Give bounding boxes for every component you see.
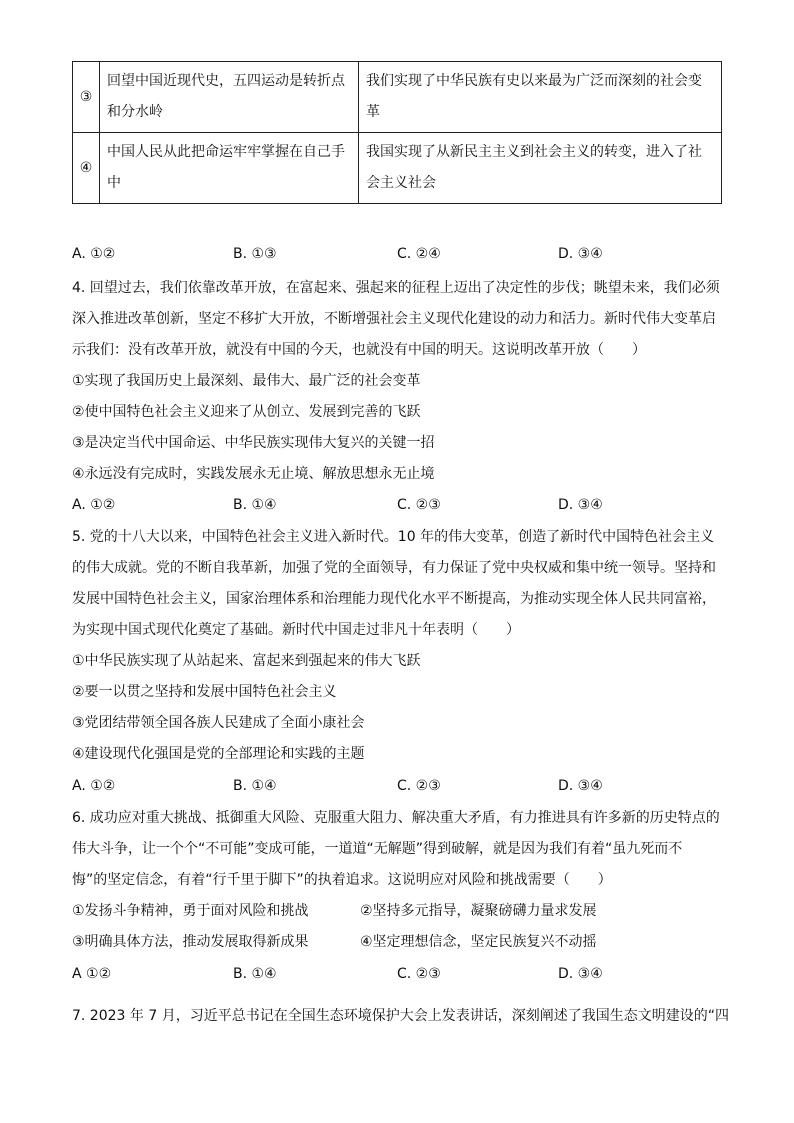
q6-option-row — [72, 932, 732, 952]
q4-option: ②使中国特色社会主义迎来了从创立、发展到完善的飞跃 — [72, 404, 421, 420]
choice-c[interactable]: C. ②④ — [397, 246, 441, 262]
choice-d[interactable]: D. ③④ — [558, 497, 603, 513]
choice-a[interactable]: A. ①② — [72, 497, 116, 513]
q3-choices — [72, 244, 732, 264]
q5-option: ①中华民族实现了从站起来、富起来到强起来的伟大飞跃 — [72, 653, 421, 669]
q6-option-row — [72, 901, 732, 921]
q6-option: ②坚持多元指导，凝聚磅礴力量求发展 — [360, 903, 597, 919]
choice-c[interactable]: C. ②③ — [397, 497, 441, 513]
choice-b[interactable]: B. ①④ — [233, 497, 277, 513]
q5-stem-line: 发展中国特色社会主义，国家治理体系和治理能力现代化水平不断提高，为推动实现全体人民共同富裕， — [72, 591, 716, 607]
q5-option: ④建设现代化强国是党的全部理论和实践的主题 — [72, 746, 365, 762]
q4-stem-line: 深入推进改革创新，坚定不移扩大开放，不断增强社会主义现代化建设的动力和活力。新时代伟大变革启 — [72, 311, 716, 327]
choice-a[interactable]: A. ①② — [72, 246, 116, 262]
q5-option: ②要一以贯之坚持和发展中国特色社会主义 — [72, 684, 337, 700]
q6-stem-line: 伟大斗争，让一个个“不可能”变成可能，一道道“无解题”得到破解，就是因为我们有着“虽九死而不 — [72, 841, 683, 857]
choice-a[interactable]: A. ①② — [72, 778, 116, 794]
row-significance: 我国实现了从新民主主义到社会主义的转变，进入了社会主义社会 — [359, 133, 722, 204]
choice-b[interactable]: B. ①③ — [233, 246, 277, 262]
q5-option: ③党团结带领全国各族人民建成了全面小康社会 — [72, 715, 365, 731]
row-significance: 我们实现了中华民族有史以来最为广泛而深刻的社会变革 — [359, 62, 722, 133]
q4-stem-line: 4. 回望过去，我们依靠改革开放，在富起来、强起来的征程上迈出了决定性的步伐；眺望未来，我们必须 — [72, 280, 720, 296]
choice-d[interactable]: D. ③④ — [558, 778, 603, 794]
choice-c[interactable]: C. ②③ — [397, 778, 441, 794]
table-row — [73, 133, 722, 204]
q4-option: ③是决定当代中国命运、中华民族实现伟大复兴的关键一招 — [72, 435, 435, 451]
q5-stem-line: 的伟大成就。党的不断自我革新，加强了党的全面领导，有力保证了党中央权威和集中统一领导。坚持和 — [72, 560, 716, 576]
choice-b[interactable]: B. ①④ — [233, 966, 277, 982]
row-event: 回望中国近现代史，五四运动是转折点和分水岭 — [100, 62, 359, 133]
q4-choices — [72, 495, 732, 515]
row-number: ③ — [73, 62, 100, 133]
q6-option: ④坚定理想信念，坚定民族复兴不动摇 — [360, 934, 597, 950]
q6-choices — [72, 964, 732, 984]
choice-c[interactable]: C. ②③ — [397, 966, 441, 982]
q4-option: ④永远没有完成时，实践发展永无止境、解放思想永无止境 — [72, 466, 435, 482]
q6-option: ③明确具体方法，推动发展取得新成果 — [72, 934, 309, 950]
table-row — [73, 62, 722, 133]
row-number: ④ — [73, 133, 100, 204]
choice-d[interactable]: D. ③④ — [558, 966, 603, 982]
choice-d[interactable]: D. ③④ — [558, 246, 603, 262]
q7-stem-line: 7. 2023 年 7 月，习近平总书记在全国生态环境保护大会上发表讲话，深刻阐述了我国生态文明建设的“四 — [72, 1008, 729, 1024]
row-event: 中国人民从此把命运牢牢掌握在自己手中 — [100, 133, 359, 204]
q5-choices — [72, 776, 732, 796]
q4-option: ①实现了我国历史上最深刻、最伟大、最广泛的社会变革 — [72, 373, 421, 389]
q5-stem-line: 为实现中国式现代化奠定了基础。新时代中国走过非凡十年表明（ ） — [72, 622, 520, 638]
choice-a[interactable]: A ①② — [72, 966, 112, 982]
options-table — [72, 61, 722, 204]
choice-b[interactable]: B. ①④ — [233, 778, 277, 794]
q4-stem-line: 示我们：没有改革开放，就没有中国的今天，也就没有中国的明天。这说明改革开放（ ） — [72, 342, 646, 358]
q6-stem-line: 悔”的坚定信念，有着“行千里于脚下”的执着追求。这说明应对风险和挑战需要（ ） — [72, 872, 612, 888]
q6-stem-line: 6. 成功应对重大挑战、抵御重大风险、克服重大阻力、解决重大矛盾，有力推进具有许多新的历史特点的 — [72, 810, 720, 826]
q6-option: ①发扬斗争精神，勇于面对风险和挑战 — [72, 903, 309, 919]
q5-stem-line: 5. 党的十八大以来，中国特色社会主义进入新时代。10 年的伟大变革，创造了新时代中国特色社会主义 — [72, 529, 715, 545]
